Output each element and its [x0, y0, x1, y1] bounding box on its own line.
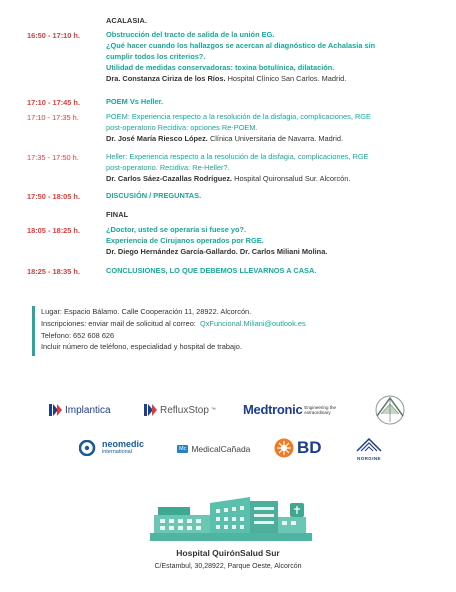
- hospital-name: Hospital QuirónSalud Sur: [176, 548, 280, 558]
- logo-implantica: Implantica: [49, 404, 111, 416]
- medical-society-emblem-icon: [371, 394, 409, 426]
- speaker-name: Dr. José María Riesco López.: [106, 133, 208, 143]
- speaker: [106, 174, 369, 185]
- logo-norgine: NORGINE: [351, 438, 387, 461]
- section-header-final: FINAL: [106, 210, 129, 219]
- time-slot: 17:10 - 17:45 h.: [27, 98, 80, 107]
- info-note: Incluir número de teléfono, especialidad y hospital de trabajo.: [41, 342, 242, 352]
- session-title: Heller: Experiencia respecto a la resolución de la disfagia, complicaciones, RGE: [106, 152, 369, 161]
- session-title: POEM Vs Heller.: [106, 97, 164, 106]
- session-block-2: [106, 112, 371, 145]
- session-title: POEM: Experiencia respecto a la resolución de la disfagia, complicaciones, RGE: [106, 112, 371, 121]
- session-title: Utilidad de medidas conservadoras: toxina botulínica, dilatación.: [106, 62, 335, 72]
- info-email-link[interactable]: QxFuncional.Miliani@outlook.es: [199, 318, 306, 328]
- session-title: DISCUSIÓN / PREGUNTAS.: [106, 191, 202, 200]
- info-accent-bar: [32, 306, 35, 356]
- hospital-building-icon: [150, 493, 312, 541]
- implantica-mark-icon: [49, 404, 63, 416]
- hospital-address: C/Estambul, 30,28922, Parque Oeste, Alcorcón: [154, 563, 302, 570]
- speaker-institution: Hospital Clínico San Carlos. Madrid.: [227, 73, 347, 83]
- session-title: ¿Qué hacer cuando los hallazgos se acercan al diagnóstico de Achalasia sin: [106, 40, 376, 50]
- session-block-4: [106, 225, 327, 258]
- time-slot: 17:50 - 18:05 h.: [27, 192, 80, 201]
- time-slot: 16:50 - 17:10 h.: [27, 31, 80, 40]
- logo-refluxstop: RefluxStop ™: [144, 404, 216, 416]
- time-slot: 18:25 - 18:35 h.: [27, 267, 80, 276]
- time-slot: 18:05 - 18:25 h.: [27, 226, 80, 235]
- bd-sun-icon: [274, 438, 294, 458]
- session-title: cumplir todos los criterios?.: [106, 51, 206, 61]
- medicalcanada-mark-icon: Mc: [179, 446, 187, 452]
- session-title: Obstrucción del tracto de salida de la unión EG.: [106, 30, 275, 39]
- info-venue: Lugar: Espacio Bálamo. Calle Cooperación 11, 28922. Alcorcón.: [41, 307, 252, 316]
- session-title: CONCLUSIONES, LO QUE DEBEMOS LLEVARNOS A CASA.: [106, 266, 317, 275]
- speaker: [106, 74, 375, 85]
- speaker-name: Dr. Carlos Sáez-Cazallas Rodríguez.: [106, 173, 233, 183]
- session-block-1: [106, 30, 375, 85]
- speaker: [106, 134, 371, 145]
- info-block: [41, 306, 306, 353]
- logo-medicalcanada: Mc MedicalCañada: [179, 444, 251, 454]
- neomedic-mark-icon: [79, 440, 99, 456]
- section-header-acalasia: ACALASIA.: [106, 16, 148, 25]
- speaker-name: Dra. Constanza Ciriza de los Ríos.: [106, 73, 226, 83]
- session-title: Experiencia de Cirujanos operados por RGE.: [106, 235, 264, 245]
- speaker-institution: Hospital Quironsalud Sur. Alcorcón.: [234, 173, 351, 183]
- speaker-institution: Clínica Universitaria de Navarra. Madrid.: [209, 133, 344, 143]
- logo-medtronic: Medtronic Engineering the extraordinary: [243, 402, 336, 417]
- session-title: ¿Doctor, usted se operaría si fuese yo?.: [106, 225, 247, 234]
- info-phone: Telefono: 652 608 626: [41, 330, 115, 340]
- logo-neomedic: neomedic international: [79, 440, 144, 456]
- speakers: Dr. Diego Hernández García-Gallardo. Dr. Carlos Miliani Molina.: [106, 246, 328, 256]
- session-title: post-operatorio. Recidiva: Re-Heller?.: [106, 162, 230, 172]
- norgine-mountain-icon: [356, 438, 382, 452]
- time-slot: 17:10 - 17:35 h.: [27, 113, 79, 122]
- info-registration: Inscripciones: enviar mail de solicitud al correo: QxFuncional.Miliani@outlook.es: [41, 318, 306, 328]
- refluxstop-mark-icon: [144, 404, 158, 416]
- session-block-3: [106, 152, 369, 185]
- time-slot: 17:35 - 17:50 h.: [27, 153, 79, 162]
- session-title: post-operatorio Recidiva: opciones Re-POEM.: [106, 122, 258, 132]
- logo-bd: BD: [274, 438, 322, 458]
